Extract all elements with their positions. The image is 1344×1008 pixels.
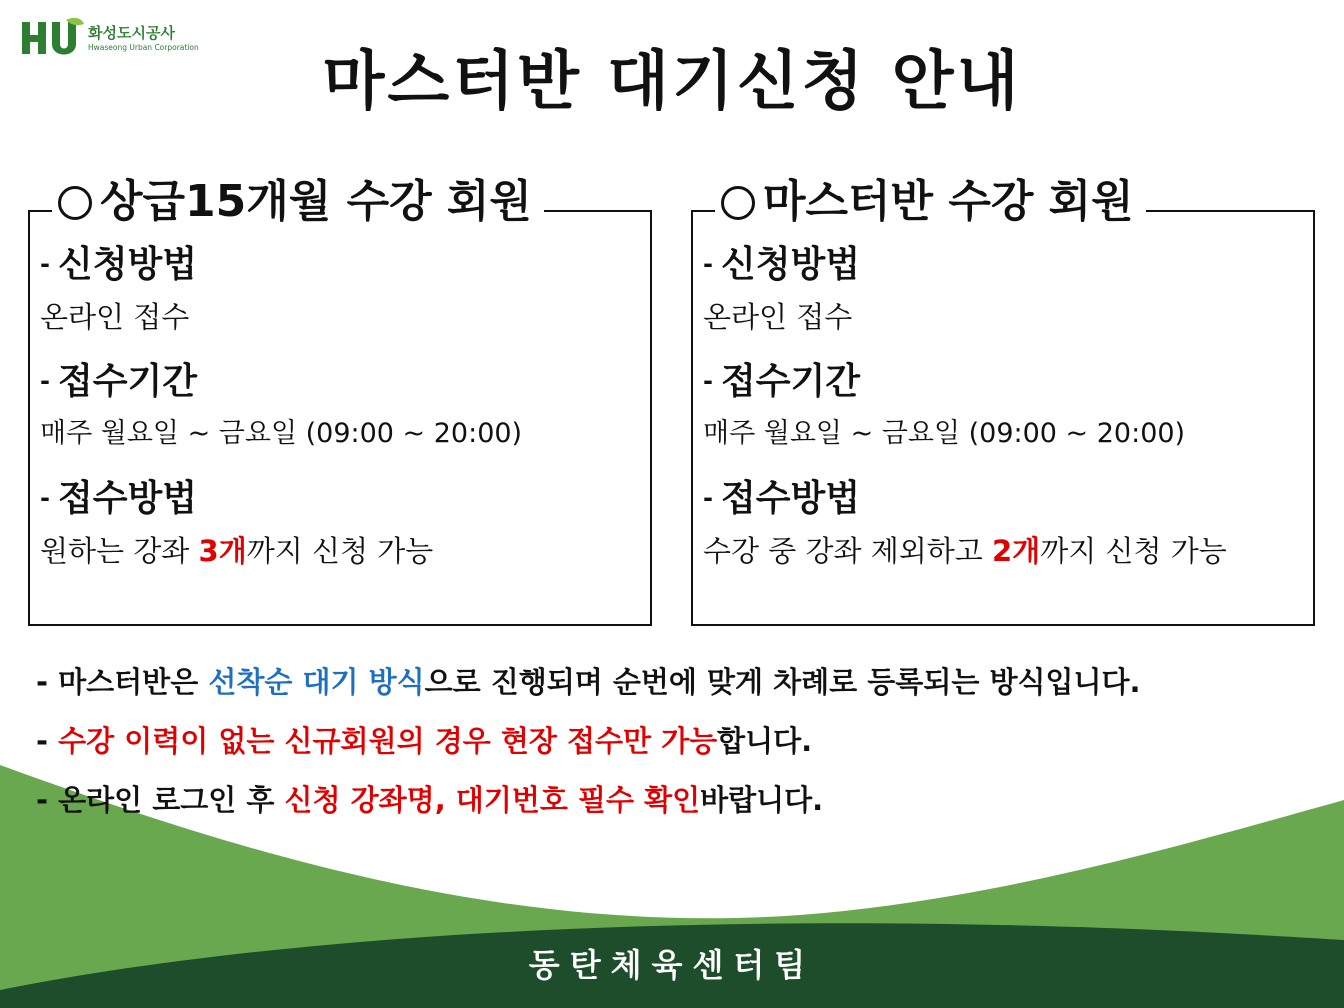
note-highlight: 수강 이력이 없는 신규회원의 경우 현장 접수만 가능 (58, 724, 718, 758)
note-highlight: 선착순 대기 방식 (208, 665, 425, 699)
section-text: 온라인 접수 (40, 300, 190, 334)
panel-advanced-members (28, 176, 652, 626)
notes-list (36, 662, 1141, 839)
panel-title (715, 174, 1146, 230)
panel-master-members (691, 176, 1315, 626)
panel-title (52, 174, 544, 230)
note-item: - 온라인 로그인 후 신청 강좌명, 대기번호 필수 확인바랍니다. (36, 783, 824, 817)
note-item: - 마스터반은 선착순 대기 방식으로 진행되며 순번에 맞게 차례로 등록되는 방식입니다. (36, 665, 1141, 699)
section-heading: - 접수기간 (40, 361, 198, 402)
logo-name: 화성도시공사 (88, 24, 175, 42)
section-text: 온라인 접수 (703, 300, 853, 334)
footer-team-name: 동탄체육센터팀 (528, 946, 816, 984)
section-text: 매주 월요일 ~ 금요일 (09:00 ~ 20:00) (40, 418, 523, 449)
note-item: - 수강 이력이 없는 신규회원의 경우 현장 접수만 가능합니다. (36, 724, 813, 758)
logo-subtitle: Hwaseong Urban Corporation (88, 43, 199, 52)
panel-title-text: 상급15개월 수강 회원 (100, 176, 532, 227)
section-text: 원하는 강좌 3개까지 신청 가능 (40, 534, 434, 568)
section-text: 수강 중 강좌 제외하고 2개까지 신청 가능 (703, 534, 1227, 568)
circle-bullet-icon (58, 186, 92, 220)
section-heading: - 신청방법 (703, 244, 861, 285)
note-highlight: 신청 강좌명, 대기번호 필수 확인 (284, 783, 701, 817)
section-heading: - 접수방법 (703, 478, 861, 519)
page-title: 마스터반 대기신청 안내 (322, 45, 1022, 119)
section-text: 매주 월요일 ~ 금요일 (09:00 ~ 20:00) (703, 418, 1186, 449)
panel-title-text: 마스터반 수강 회원 (763, 176, 1134, 227)
section-heading: - 신청방법 (40, 244, 198, 285)
highlight-count: 2개 (992, 534, 1041, 568)
section-heading: - 접수기간 (703, 361, 861, 402)
highlight-count: 3개 (198, 534, 247, 568)
section-heading: - 접수방법 (40, 478, 198, 519)
circle-bullet-icon (721, 186, 755, 220)
